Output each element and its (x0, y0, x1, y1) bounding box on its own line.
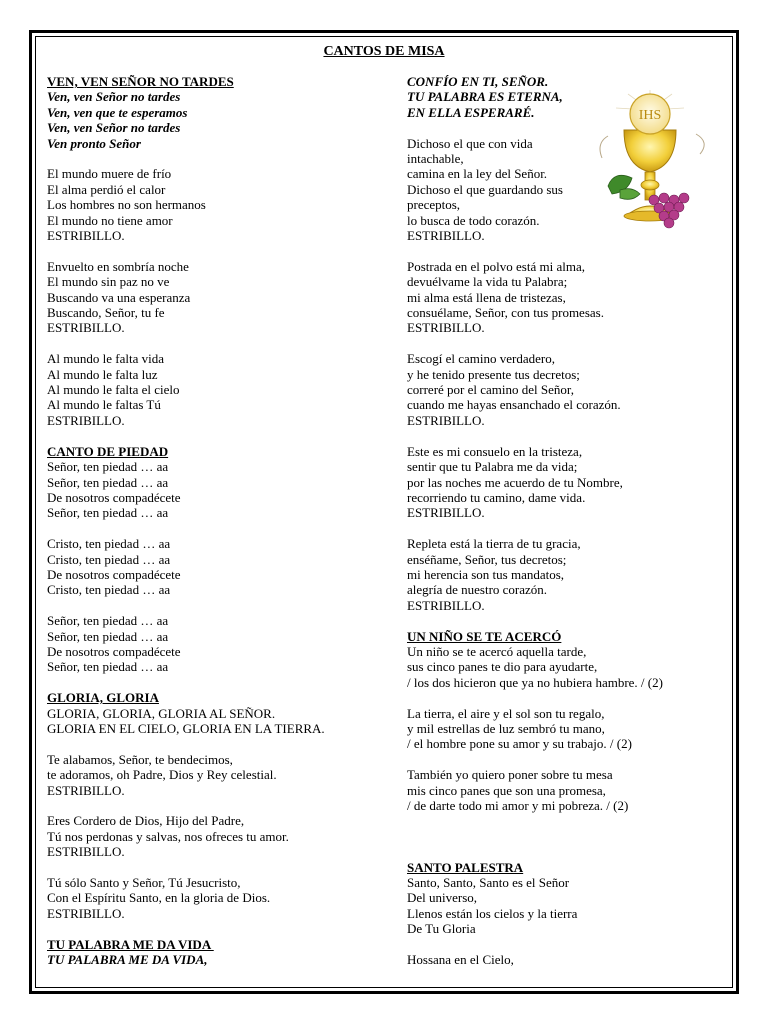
lyric-line: preceptos, (407, 197, 461, 213)
lyric-line: lo busca de todo corazón. (407, 212, 540, 228)
stanza-gap (407, 613, 717, 628)
stanza-gap (47, 151, 397, 166)
lyric-line: Cristo, ten piedad … aa (47, 582, 171, 598)
refrain-line: TU PALABRA ES ETERNA, (407, 89, 563, 105)
stanza-gap (47, 798, 397, 813)
lyric-line: te adoramos, oh Padre, Dios y Rey celestial. (47, 767, 277, 783)
stanza-gap (407, 521, 717, 536)
lyric-line: Un niño se te acercó aquella tarde, (407, 643, 587, 659)
lyric-line: Señor, ten piedad … aa (47, 659, 169, 675)
lyric-line: Dichoso el que guardando sus (407, 181, 563, 197)
lyric-line: enséñame, Señor, tus decretos; (407, 551, 567, 567)
lyric-line: El mundo sin paz no ve (47, 274, 170, 290)
lyric-line: Con el Espíritu Santo, en la gloria de Dios. (47, 890, 271, 906)
lyric-line: Buscando va una esperanza (47, 289, 191, 305)
stanza-gap (407, 844, 717, 859)
lyric-line: Santo, Santo, Santo es el Señor (407, 874, 570, 890)
lyric-line: mi alma está llena de tristezas, (407, 289, 566, 305)
lyric-line: Eres Cordero de Dios, Hijo del Padre, (47, 813, 245, 829)
lyric-line: mis cinco panes que son una promesa, (407, 782, 606, 798)
lyric-line: El alma perdió el calor (47, 181, 166, 197)
lyric-line: sus cinco panes te dio para ayudarte, (407, 659, 598, 675)
lyric-line: ESTRIBILLO. (47, 412, 125, 428)
lyric-line: Los hombres no son hermanos (47, 197, 206, 213)
lyric-line: Postrada en el polvo está mi alma, (407, 258, 585, 274)
lyric-line: sentir que tu Palabra me da vida; (407, 459, 578, 475)
song-heading: CANTO DE PIEDAD (47, 443, 169, 459)
lyric-line: Señor, ten piedad … aa (47, 474, 169, 490)
stanza-gap (47, 521, 397, 536)
lyric-line: Señor, ten piedad … aa (47, 628, 169, 644)
stanza-gap (407, 428, 717, 443)
stanza-gap (47, 675, 397, 690)
song-heading: SANTO PALESTRA (407, 859, 524, 875)
lyric-line: por las noches me acuerdo de tu Nombre, (407, 474, 623, 490)
lyric-line: Dichoso el que con vida (407, 135, 533, 151)
lyric-line: Señor, ten piedad … aa (47, 505, 169, 521)
lyric-line: intachable, (407, 151, 464, 167)
lyric-line: El mundo muere de frío (47, 166, 172, 182)
host-lettering: IHS (638, 108, 662, 123)
left-column (47, 74, 397, 967)
lyric-line: Te alabamos, Señor, te bendecimos, (47, 751, 233, 767)
lyric-line: ESTRIBILLO. (407, 228, 485, 244)
lyric-line: cuando me hayas ensanchado el corazón. (407, 397, 621, 413)
lyric-line: ESTRIBILLO. (47, 905, 125, 921)
stanza-gap (47, 598, 397, 613)
lyric-line: La tierra, el aire y el sol son tu regalo, (407, 705, 605, 721)
lyric-line: De nosotros compadécete (47, 643, 181, 659)
lyric-line: De nosotros compadécete (47, 566, 181, 582)
lyric-line: consuélame, Señor, con tus promesas. (407, 305, 604, 321)
lyric-line: GLORIA, GLORIA, GLORIA AL SEÑOR. (47, 705, 276, 721)
refrain-line: Ven, ven que te esperamos (47, 104, 188, 120)
stanza-gap (407, 813, 717, 828)
refrain-line: CONFÍO EN TI, SEÑOR. (407, 74, 549, 89)
lyric-line: Al mundo le falta el cielo (47, 382, 180, 398)
lyric-line: Cristo, ten piedad … aa (47, 536, 171, 552)
lyric-line: devuélvame la vida tu Palabra; (407, 274, 568, 290)
lyric-line: De nosotros compadécete (47, 489, 181, 505)
stanza-gap (407, 937, 717, 952)
song-heading: TU PALABRA ME DA VIDA (47, 936, 214, 952)
stanza-gap (47, 428, 397, 443)
lyric-line: Tú nos perdonas y salvas, nos ofreces tu amor. (47, 828, 289, 844)
lyric-line: Señor, ten piedad … aa (47, 459, 169, 475)
lyric-line: ESTRIBILLO. (47, 320, 125, 336)
lyric-line: ESTRIBILLO. (47, 228, 125, 244)
lyric-line: GLORIA EN EL CIELO, GLORIA EN LA TIERRA. (47, 720, 325, 736)
lyric-line: recorriendo tu camino, dame vida. (407, 489, 586, 505)
lyric-line: alegría de nuestro corazón. (407, 582, 548, 598)
lyric-line: Escogí el camino verdadero, (407, 351, 555, 367)
lyric-line: correré por el camino del Señor, (407, 382, 574, 398)
lyric-line: ESTRIBILLO. (407, 412, 485, 428)
stanza-gap (407, 243, 717, 258)
refrain-line: TU PALABRA ME DA VIDA, (47, 951, 208, 967)
song-heading: GLORIA, GLORIA (47, 690, 159, 706)
song-heading: VEN, VEN SEÑOR NO TARDES (47, 74, 234, 89)
stanza-gap (407, 829, 717, 844)
lyric-line: Cristo, ten piedad … aa (47, 551, 171, 567)
stanza-gap (47, 736, 397, 751)
refrain-line: EN ELLA ESPERARÉ. (407, 104, 535, 120)
lyric-line: Tú sólo Santo y Señor, Tú Jesucristo, (47, 874, 241, 890)
chalice-host-grapes-icon (592, 88, 722, 230)
lyric-line: ESTRIBILLO. (407, 597, 485, 613)
refrain-line: Ven pronto Señor (47, 135, 141, 151)
stanza-gap (47, 860, 397, 875)
stanza-gap (407, 752, 717, 767)
lyric-line: Buscando, Señor, tu fe (47, 305, 165, 321)
stanza-gap (47, 921, 397, 936)
refrain-line: Ven, ven Señor no tardes (47, 120, 181, 136)
lyric-line: Llenos están los cielos y la tierra (407, 905, 578, 921)
lyric-line: Hossana en el Cielo, (407, 951, 514, 967)
lyric-line: Este es mi consuelo en la tristeza, (407, 443, 583, 459)
lyric-line: Envuelto en sombría noche (47, 258, 189, 274)
lyric-line: y he tenido presente tus decretos; (407, 366, 580, 382)
lyric-line: / el hombre pone su amor y su trabajo. / (2) (407, 736, 632, 752)
lyric-line: Al mundo le falta luz (47, 366, 158, 382)
lyric-line: Del universo, (407, 890, 478, 906)
lyric-line: De Tu Gloria (407, 921, 476, 937)
lyric-line: Repleta está la tierra de tu gracia, (407, 536, 581, 552)
lyric-line: ESTRIBILLO. (407, 505, 485, 521)
stanza-gap (407, 336, 717, 351)
stanza-gap (47, 243, 397, 258)
lyric-line: También yo quiero poner sobre tu mesa (407, 767, 613, 783)
lyric-line: ESTRIBILLO. (47, 844, 125, 860)
song-heading: UN NIÑO SE TE ACERCÓ (407, 628, 562, 644)
lyric-line: Señor, ten piedad … aa (47, 613, 169, 629)
lyric-line: Al mundo le faltas Tú (47, 397, 161, 413)
lyric-line: / de darte todo mi amor y mi pobreza. / (2) (407, 797, 629, 813)
lyric-line: ESTRIBILLO. (47, 782, 125, 798)
lyric-line: El mundo no tiene amor (47, 212, 173, 228)
lyric-line: camina en la ley del Señor. (407, 166, 548, 182)
stanza-gap (47, 336, 397, 351)
refrain-line: Ven, ven Señor no tardes (47, 89, 181, 105)
lyric-line: Al mundo le falta vida (47, 351, 164, 367)
page-title: CANTOS DE MISA (323, 44, 445, 59)
lyric-line: y mil estrellas de luz sembró tu mano, (407, 720, 605, 736)
stanza-gap (407, 690, 717, 705)
lyric-line: ESTRIBILLO. (407, 320, 485, 336)
lyric-line: mi herencia son tus mandatos, (407, 566, 565, 582)
lyric-line: / los dos hicieron que ya no hubiera hambre. / (2) (407, 674, 663, 690)
